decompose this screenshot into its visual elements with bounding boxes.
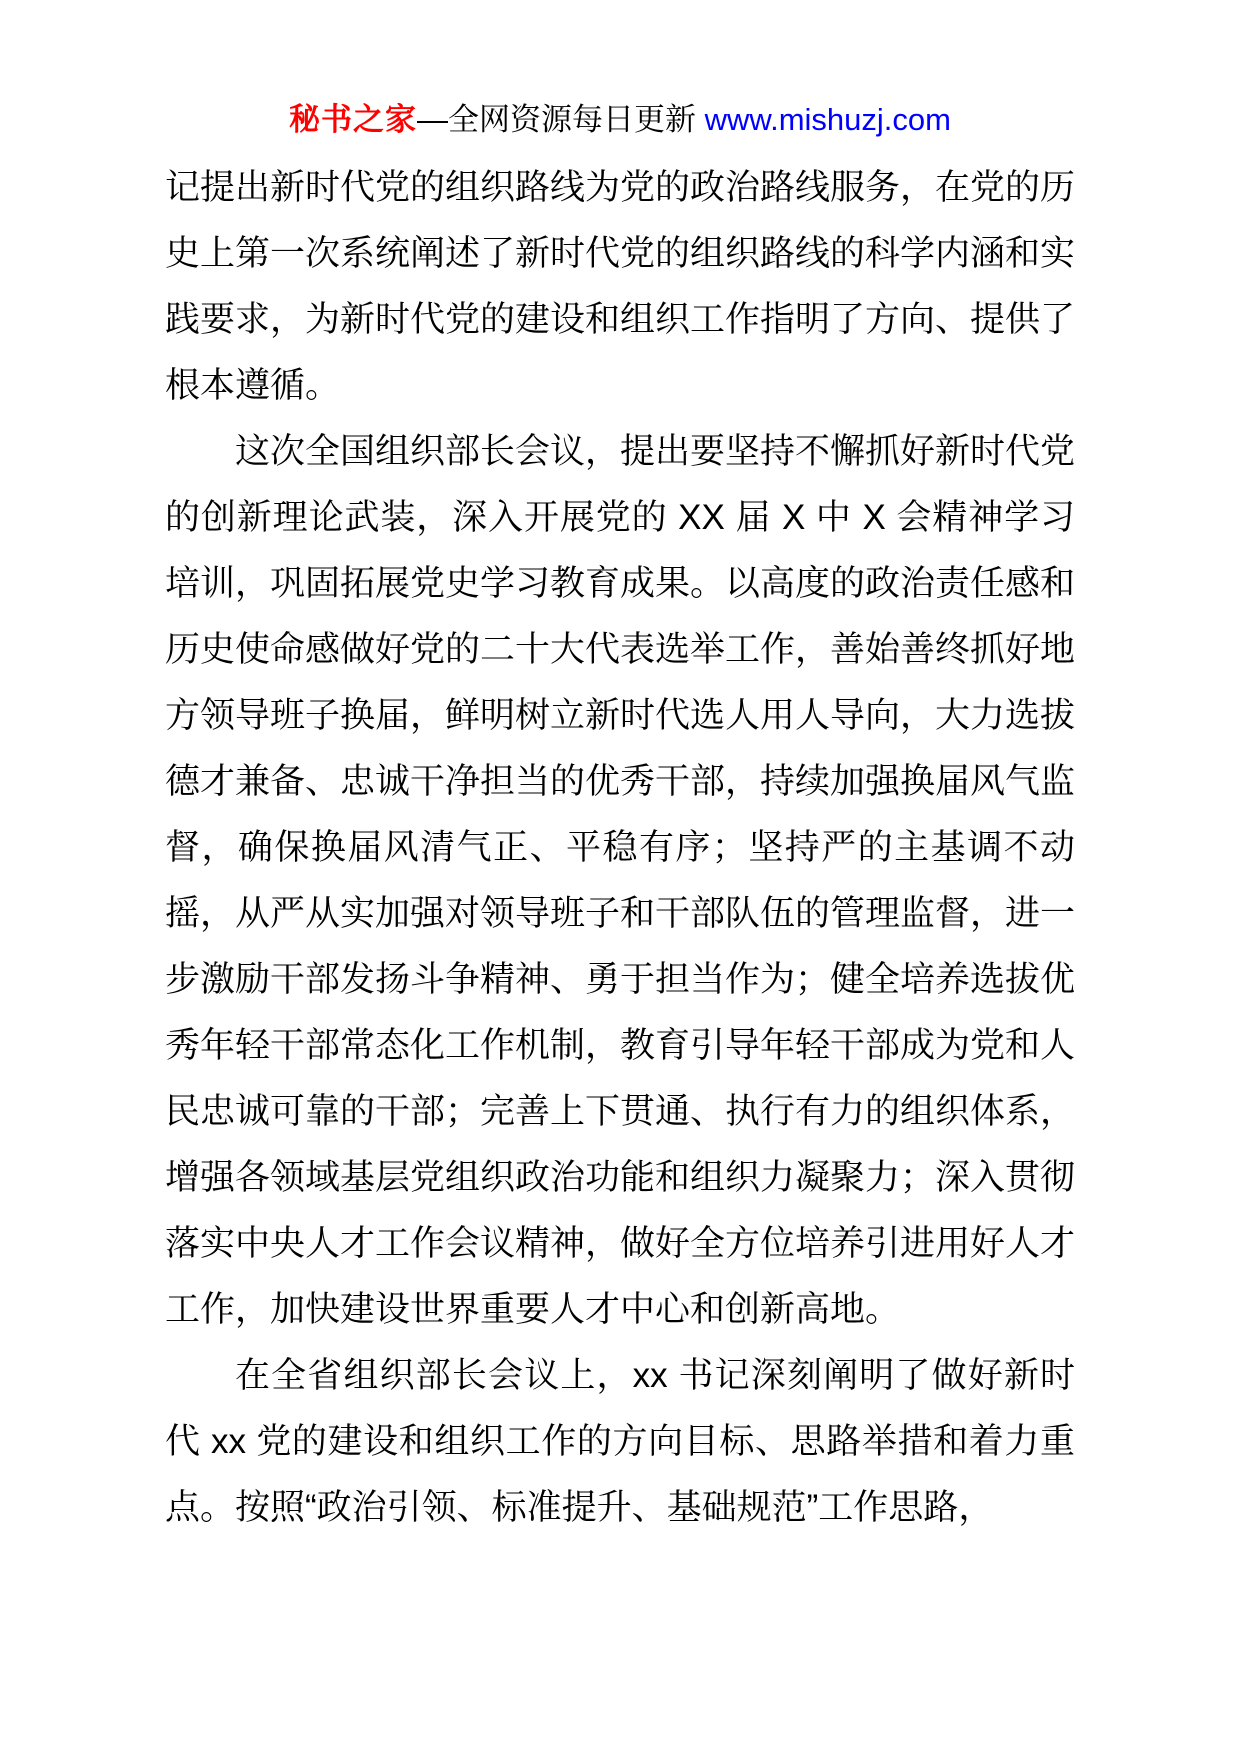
site-tagline: —全网资源每日更新 <box>417 102 705 137</box>
site-brand: 秘书之家 <box>289 102 418 137</box>
site-url-link[interactable]: www.mishuzj.com <box>704 102 951 137</box>
site-header <box>0 100 1240 140</box>
document-body <box>165 155 1075 1541</box>
paragraph: 这次全国组织部长会议，提出要坚持不懈抓好新时代党的创新理论武装，深入开展党的 XX 届 X 中 X 会精神学习培训，巩固拓展党史学习教育成果。以高度的政治责任感和历史使命感做好党的二十大代表选举工作，善始善终抓好地方领导班子换届，鲜明树立新时代选人用人导向，大力选拔德才兼备、忠诚干净担当的优秀干部，持续加强换届风气监督，确保换届风清气正、平稳有序；坚持严的主基调不动摇，从严从实加强对领导班子和干部队伍的管理监督，进一步激励干部发扬斗争精神、勇于担当作为；健全培养选拔优秀年轻干部常态化工作机制，教育引导年轻干部成为党和人民忠诚可靠的干部；完善上下贯通、执行有力的组织体系，增强各领域基层党组织政治功能和组织力凝聚力；深入贯彻落实中央人才工作会议精神，做好全方位培养引进用好人才工作，加快建设世界重要人才中心和创新高地。 <box>165 432 1076 1329</box>
paragraph: 在全省组织部长会议上，xx 书记深刻阐明了做好新时代 xx 党的建设和组织工作的方向目标、思路举措和着力重点。按照“政治引领、标准提升、基础规范”工作思路， <box>165 1356 1075 1527</box>
paragraph: 记提出新时代党的组织路线为党的政治路线服务，在党的历史上第一次系统阐述了新时代党的组织路线的科学内涵和实践要求，为新时代党的建设和组织工作指明了方向、提供了根本遵循。 <box>165 168 1076 405</box>
